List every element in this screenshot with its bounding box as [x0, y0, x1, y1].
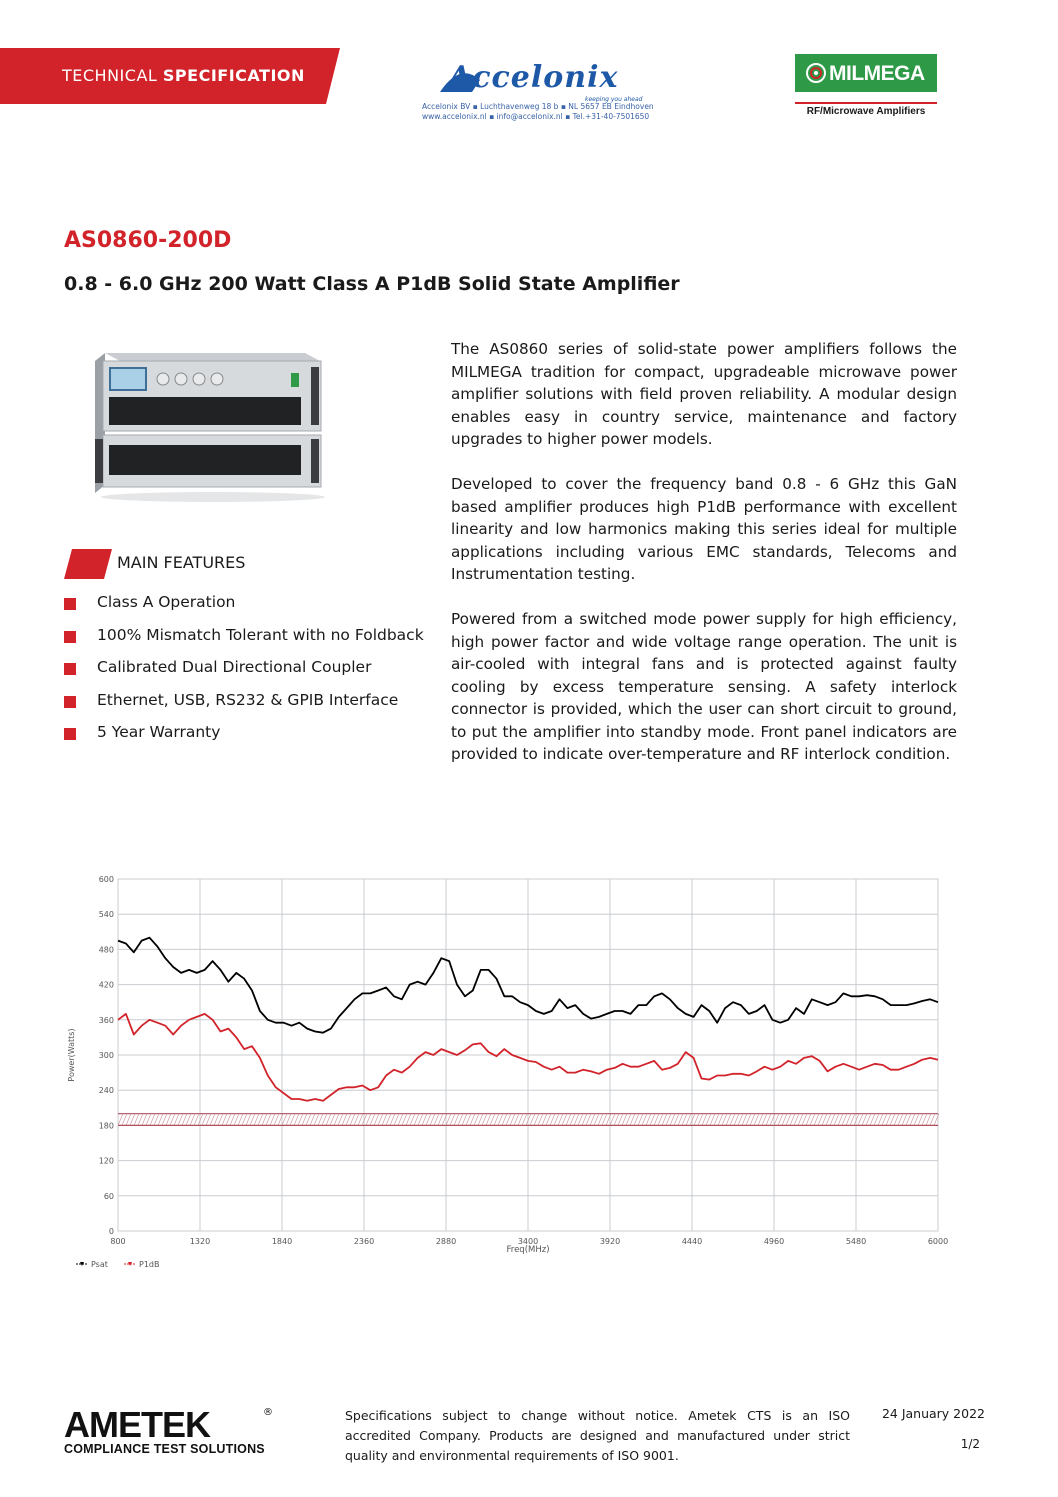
x-axis-label: Freq(MHz)	[506, 1245, 550, 1255]
x-tick-label: 1320	[189, 1237, 211, 1246]
milmega-brand: MILMEGA	[829, 62, 925, 85]
x-tick-label: 1840	[271, 1237, 293, 1246]
feature-text: 100% Mismatch Tolerant with no Foldback	[97, 625, 424, 644]
feature-item	[64, 691, 424, 724]
banner-text-light: TECHNICAL	[62, 66, 158, 85]
milmega-swirl-icon	[805, 61, 827, 85]
feature-item	[64, 723, 424, 756]
ametek-registered-mark: ®	[263, 1407, 273, 1418]
x-tick-label: 2880	[435, 1237, 457, 1246]
ametek-brand: AMETEK	[64, 1404, 210, 1445]
banner-text-bold: SPECIFICATION	[162, 66, 305, 85]
accelonix-brand: Accelonix	[448, 60, 619, 95]
y-tick-label: 480	[98, 945, 114, 955]
y-tick-label: 120	[98, 1156, 114, 1166]
main-features-heading	[64, 549, 364, 579]
x-tick-label: 3920	[599, 1237, 621, 1246]
description-paragraph: Developed to cover the frequency band 0.8 - 6 GHz this GaN based amplifier produces high P1dB performance with excellent linearity and low harmonics making this series ideal for multiple applications including various EMC standards, Telecoms and Instrumentation testing.	[451, 475, 957, 583]
bullet-square-icon	[64, 728, 76, 740]
product-description	[451, 338, 957, 788]
legend-label: P1dB	[139, 1260, 160, 1269]
accelonix-contact: www.accelonix.nl ▪ info@accelonix.nl ▪ Tel.+31-40-7501650	[422, 112, 650, 121]
milmega-logo-box	[795, 54, 937, 92]
features-heading-marker	[64, 549, 112, 579]
ametek-logo	[64, 1404, 294, 1464]
bullet-square-icon	[64, 631, 76, 643]
y-tick-label: 600	[98, 875, 114, 884]
amplifier-product-image	[95, 345, 330, 505]
y-tick-label: 180	[98, 1121, 114, 1131]
y-axis-label: Power(Watts)	[67, 1028, 76, 1082]
ametek-subtitle: COMPLIANCE TEST SOLUTIONS	[64, 1442, 265, 1456]
description-paragraph: The AS0860 series of solid-state power amplifiers follows the MILMEGA tradition for compact, upgradeable microwave power amplifier solutions with field proven reliability. A modular design enables easy in country service, maintenance and factory upgrades to higher power models.	[451, 340, 957, 448]
x-tick-label: 5480	[845, 1237, 867, 1246]
bullet-square-icon	[64, 598, 76, 610]
milmega-logo	[795, 54, 937, 104]
y-tick-label: 0	[108, 1227, 114, 1236]
model-number: AS0860-200D	[64, 228, 232, 253]
accelonix-address: Accelonix BV ▪ Luchthavenweg 18 b ▪ NL 5657 EB Eindhoven	[422, 102, 654, 111]
chart-svg	[60, 868, 960, 1278]
power-vs-frequency-chart	[60, 868, 960, 1278]
feature-item	[64, 658, 424, 691]
x-tick-label: 2360	[353, 1237, 375, 1246]
banner-text	[62, 66, 305, 85]
milmega-subtitle: RF/Microwave Amplifiers	[806, 106, 926, 117]
legend-label: Psat	[91, 1260, 108, 1269]
features-heading-label: MAIN FEATURES	[117, 553, 246, 572]
feature-text: Class A Operation	[97, 593, 236, 611]
accelonix-logo	[420, 52, 655, 122]
x-tick-label: 800	[110, 1237, 126, 1246]
bullet-square-icon	[64, 696, 76, 708]
product-subtitle: 0.8 - 6.0 GHz 200 Watt Class A P1dB Solid State Amplifier	[64, 273, 680, 295]
disclaimer-text: Specifications subject to change without notice. Ametek CTS is an ISO accredited Company. Products are designed and manufactured under strict quality and environmental requirements of ISO 9001.	[345, 1408, 850, 1463]
page-number: 1/2	[960, 1437, 980, 1451]
y-tick-label: 240	[98, 1086, 114, 1096]
x-tick-label: 4440	[681, 1237, 703, 1246]
feature-text: 5 Year Warranty	[97, 723, 221, 741]
x-tick-label: 3400	[517, 1237, 539, 1246]
y-tick-label: 540	[98, 910, 114, 920]
accelonix-tagline: keeping you ahead	[585, 96, 643, 103]
x-tick-label: 4960	[763, 1237, 785, 1246]
feature-item	[64, 626, 424, 659]
y-tick-label: 360	[98, 1015, 114, 1025]
bullet-square-icon	[64, 663, 76, 675]
feature-item	[64, 593, 424, 626]
document-date: 24 January 2022	[881, 1406, 985, 1421]
y-tick-label: 300	[98, 1051, 114, 1060]
feature-text: Calibrated Dual Directional Coupler	[97, 658, 372, 676]
technical-specification-banner	[0, 48, 340, 104]
x-tick-label: 6000	[927, 1237, 949, 1246]
y-tick-label: 420	[98, 980, 114, 990]
feature-text: Ethernet, USB, RS232 & GPIB Interface	[97, 690, 399, 709]
description-paragraph: Powered from a switched mode power supply for high efficiency, high power factor and wide voltage range operation. The unit is air-cooled with integral fans and is protected against faulty cooling by excess temperature sensing. A safety interlock connector is provided, which the user can short circuit to ground, to put the amplifier into standby mode. Front panel indicators are provided to indicate over-temperature and RF interlock condition.	[451, 610, 957, 763]
y-tick-label: 60	[103, 1191, 114, 1201]
feature-list	[64, 593, 424, 756]
